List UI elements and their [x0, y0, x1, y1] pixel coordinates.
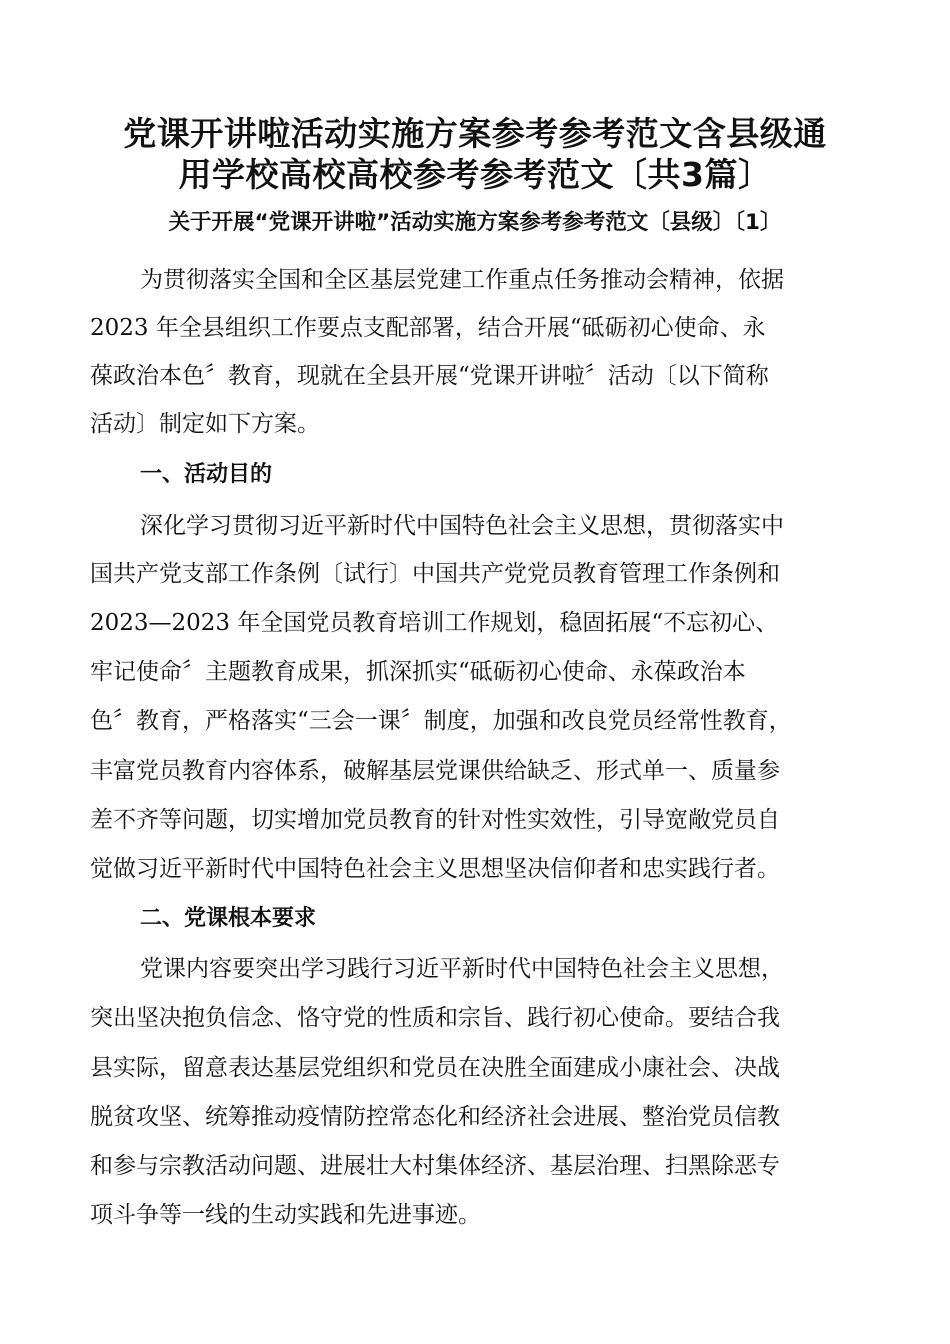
paragraph-line: 县实际，留意表达基层党组织和党员在决胜全面建成小康社会、决战 [90, 1055, 780, 1081]
paragraph-line: 脱贫攻坚、统筹推动疫情防控常态化和经济社会进展、整治党员信教 [90, 1104, 780, 1130]
paragraph-line: 色〞教育，严格落实“三会一课〞制度，加强和改良党员经常性教育， [90, 708, 792, 734]
paragraph-line: 丰富党员教育内容体系，破解基层党课供给缺乏、形式单一、质量参 [90, 758, 780, 784]
paragraph-line: 2023—2023 年全国党员教育培训工作规划，稳固拓展“不忘初心、 [90, 610, 779, 636]
paragraph-line: 差不齐等问题，切实增加党员教育的针对性实效性，引导宽敞党员自 [90, 807, 780, 833]
paragraph-line: 党课内容要突出学习践行习近平新时代中国特色社会主义思想， [140, 956, 784, 982]
paragraph-line: 深化学习贯彻习近平新时代中国特色社会主义思想，贯彻落实中 [140, 513, 784, 539]
paragraph-line: 觉做习近平新时代中国特色社会主义思想坚决信仰者和忠实践行者。 [90, 856, 780, 882]
section-heading: 一、活动目的 [140, 462, 273, 487]
document-subtitle: 关于开展“党课开讲啦”活动实施方案参考参考范文〔县级〕〔1〕 [168, 210, 782, 235]
paragraph-line: 牢记使命〞主题教育成果，抓深抓实“砥砺初心使命、永葆政治本 [90, 659, 746, 685]
paragraph-line: 突出坚决抱负信念、恪守党的性质和宗旨、践行初心使命。要结合我 [90, 1005, 780, 1031]
paragraph-line: 项斗争等一线的生动实践和先进事迹。 [90, 1202, 481, 1228]
section-heading: 二、党课根本要求 [140, 906, 317, 931]
document-title-line-1: 党课开讲啦活动实施方案参考参考范文含县级通 [123, 114, 827, 153]
document-title-line-2: 用学校高校高校参考参考范文〔共3篇〕 [178, 155, 772, 194]
intro-line: 活动〕制定如下方案。 [90, 411, 320, 437]
paragraph-line: 和参与宗教活动问题、进展壮大村集体经济、基层治理、扫黑除恶专 [90, 1153, 780, 1179]
paragraph-line: 国共产党支部工作条例〔试行〕中国共产党党员教育管理工作条例和 [90, 561, 780, 587]
intro-line: 葆政治本色〞教育，现就在全县开展“党课开讲啦〞活动〔以下简称 [90, 363, 769, 389]
intro-line: 2023 年全县组织工作要点支配部署，结合开展“砥砺初心使命、永 [90, 315, 766, 341]
intro-line: 为贯彻落实全国和全区基层党建工作重点任务推动会精神，依据 [140, 267, 784, 293]
